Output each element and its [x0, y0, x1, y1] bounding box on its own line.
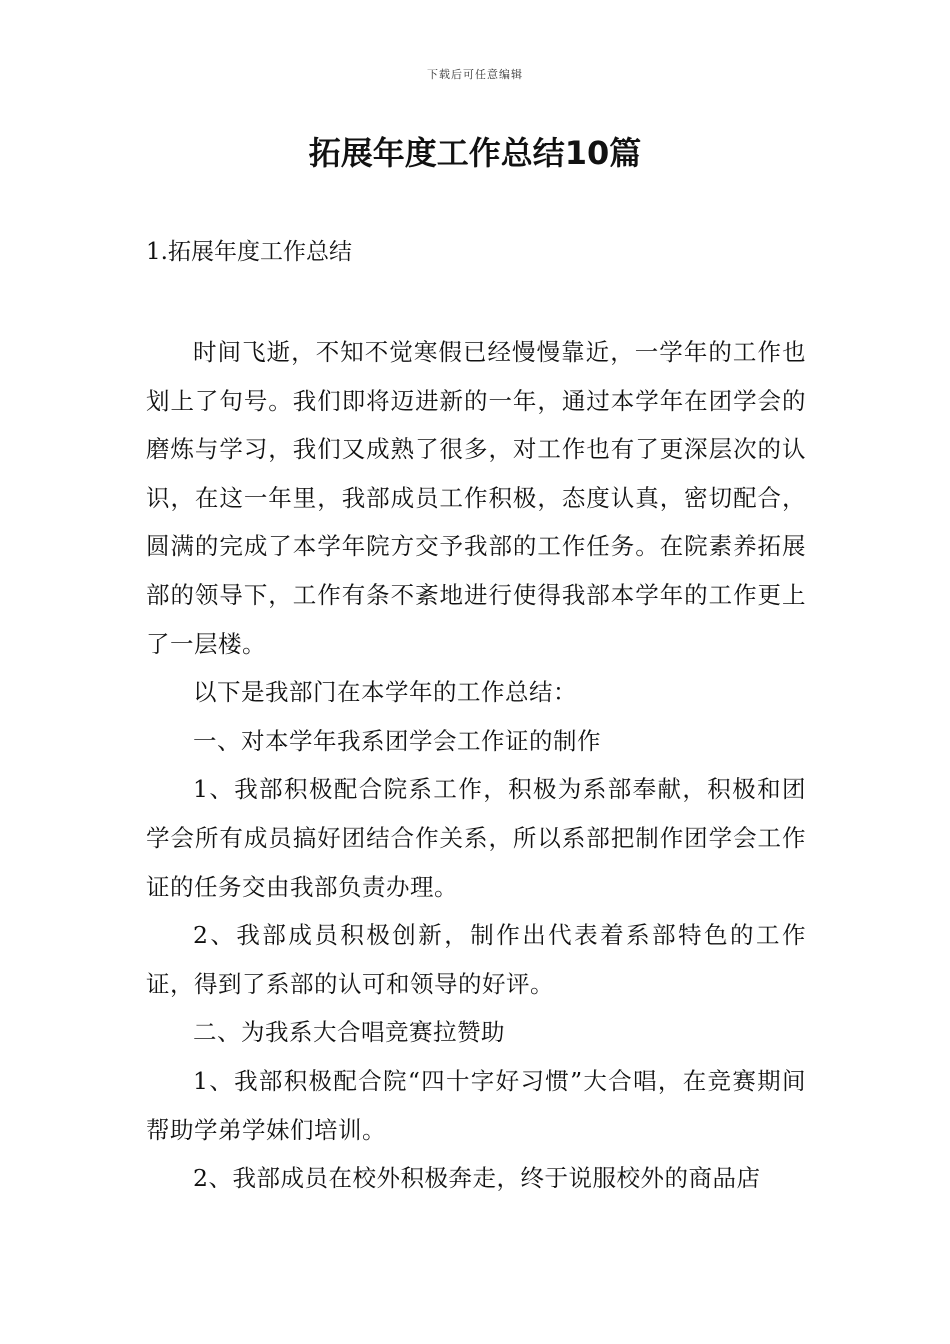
section-heading: 1.拓展年度工作总结 — [146, 239, 352, 265]
paragraph: 以下是我部门在本学年的工作总结： — [193, 678, 577, 707]
paragraph: 2、我部成员积极创新，制作出代表着系部特色的工作证，得到了系部的认可和领导的好评。 — [146, 921, 806, 998]
paragraph: 1、我部积极配合院“四十字好习惯”大合唱，在竞赛期间帮助学弟学妹们培训。 — [146, 1066, 806, 1144]
paragraph: 二、为我系大合唱竞赛拉赞助 — [193, 1018, 505, 1047]
paragraph: 一、对本学年我系团学会工作证的制作 — [193, 726, 601, 755]
paragraph: 时间飞逝，不知不觉寒假已经慢慢靠近，一学年的工作也划上了句号。我们即将迈进新的一年，通过本学年在团学会的磨炼与学习，我们又成熟了很多，对工作也有了更深层次的认识，在这一年里，我部成员工作积极，态度认真，密切配合，圆满的完成了本学年院方交予我部的工作任务。在院素养拓展部的领导下，工作有条不紊地进行使得我部本学年的工作更上了一层楼。 — [146, 338, 806, 658]
document-body — [146, 328, 806, 1203]
page-title: 拓展年度工作总结10篇 — [308, 134, 642, 172]
paragraph: 1、我部积极配合院系工作，积极为系部奉献，积极和团学会所有成员搞好团结合作关系，所以系部把制作团学会工作证的任务交由我部负责办理。 — [146, 775, 806, 901]
paragraph: 2、我部成员在校外积极奔走，终于说服校外的商品店 — [193, 1164, 761, 1193]
header-note: 下载后可任意编辑 — [427, 68, 523, 81]
